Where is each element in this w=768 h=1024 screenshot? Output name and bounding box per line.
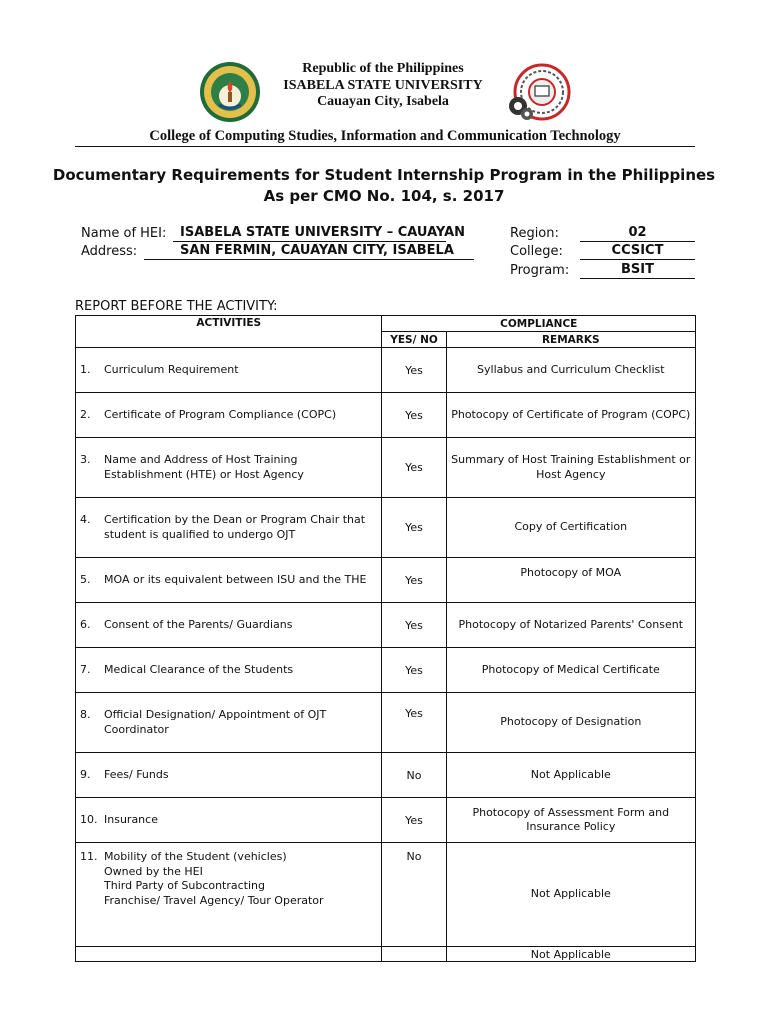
- row-number: 9.: [80, 767, 91, 781]
- document-title: [0, 165, 768, 207]
- row-remarks: Photocopy of Assessment Form and Insurance Policy: [446, 798, 695, 843]
- row-number: 1.: [80, 362, 91, 376]
- row-activity: Mobility of the Student (vehicles): [104, 850, 287, 863]
- university-seal-icon: [199, 61, 261, 123]
- college-value: CCSICT: [580, 243, 695, 260]
- table-row: [76, 843, 696, 947]
- row-number: 10.: [80, 812, 98, 826]
- table-row: [76, 393, 696, 438]
- row-activity: Certificate of Program Compliance (COPC): [104, 407, 337, 421]
- row-activity: Consent of the Parents/ Guardians: [104, 617, 293, 631]
- row-yesno: No: [382, 843, 446, 947]
- hei-label: Name of HEI:: [81, 226, 167, 241]
- university-heading: [260, 61, 506, 111]
- col-compliance: COMPLIANCE: [382, 316, 696, 332]
- row-number: 7.: [80, 662, 91, 676]
- row-activity: Certification by the Dean or Program Chair that student is qualified to undergo OJT: [104, 513, 366, 541]
- row-number: 11.: [80, 850, 98, 863]
- requirements-table: [75, 315, 696, 962]
- row-activity: Medical Clearance of the Students: [104, 662, 294, 676]
- row-activity: Insurance: [104, 812, 158, 826]
- row-number: 3.: [80, 453, 91, 466]
- university-city: Cauayan City, Isabela: [317, 94, 449, 109]
- hei-value: ISABELA STATE UNIVERSITY – CAUAYAN: [173, 225, 446, 242]
- university-name: ISABELA STATE UNIVERSITY: [283, 77, 483, 93]
- row-yesno: [382, 947, 446, 962]
- row-yesno: Yes: [382, 693, 446, 753]
- table-row: [76, 498, 696, 558]
- region-value: 02: [580, 225, 695, 242]
- row-number: 5.: [80, 572, 91, 586]
- row-sub-item: Third Party of Subcontracting: [104, 879, 266, 892]
- row-yesno: Yes: [382, 393, 446, 438]
- row-remarks: Copy of Certification: [446, 498, 695, 558]
- report-label: REPORT BEFORE THE ACTIVITY:: [75, 299, 278, 314]
- row-remarks: Photocopy of Designation: [446, 693, 695, 753]
- header-divider: [75, 146, 695, 147]
- address-label: Address:: [81, 244, 138, 259]
- document-header: [0, 0, 768, 150]
- row-yesno: Yes: [382, 648, 446, 693]
- table-row: [76, 558, 696, 603]
- row-activity: Curriculum Requirement: [104, 362, 239, 376]
- table-row: [76, 438, 696, 498]
- row-remarks: Not Applicable: [446, 947, 695, 962]
- row-yesno: Yes: [382, 558, 446, 603]
- row-activity: MOA or its equivalent between ISU and the THE: [104, 572, 367, 586]
- address-value: SAN FERMIN, CAUAYAN CITY, ISABELA: [144, 243, 474, 260]
- row-yesno: No: [382, 753, 446, 798]
- row-yesno: Yes: [382, 348, 446, 393]
- col-yesno: YES/ NO: [382, 332, 446, 348]
- row-yesno: Yes: [382, 798, 446, 843]
- row-activity: Official Designation/ Appointment of OJT Coordinator: [104, 708, 327, 736]
- row-number: 8.: [80, 708, 91, 721]
- row-yesno: Yes: [382, 498, 446, 558]
- row-remarks: Photocopy of Certificate of Program (COPC): [446, 393, 695, 438]
- region-label: Region:: [510, 226, 559, 241]
- table-row: [76, 348, 696, 393]
- row-number: 4.: [80, 513, 91, 526]
- row-remarks: Not Applicable: [446, 753, 695, 798]
- table-header-row: [76, 316, 696, 332]
- table-row: [76, 603, 696, 648]
- title-line-1: Documentary Requirements for Student Internship Program in the Philippines: [52, 166, 716, 184]
- republic-line: Republic of the Philippines: [302, 61, 464, 76]
- table-row: [76, 693, 696, 753]
- program-value: BSIT: [580, 262, 695, 279]
- row-sub-item: Franchise/ Travel Agency/ Tour Operator: [104, 893, 324, 907]
- col-activities: ACTIVITIES: [76, 316, 382, 348]
- row-remarks: Syllabus and Curriculum Checklist: [446, 348, 695, 393]
- col-remarks: REMARKS: [446, 332, 695, 348]
- table-row: [76, 798, 696, 843]
- row-yesno: Yes: [382, 603, 446, 648]
- row-remarks: Photocopy of MOA: [446, 558, 695, 603]
- title-line-2: As per CMO No. 104, s. 2017: [263, 187, 505, 205]
- college-name: College of Computing Studies, Information and Communication Technology: [149, 128, 621, 144]
- row-remarks: Summary of Host Training Establishment or Host Agency: [446, 438, 695, 498]
- table-row: [76, 947, 696, 962]
- row-activity: Fees/ Funds: [104, 767, 169, 781]
- college-logo-icon: [506, 62, 572, 124]
- row-remarks: Photocopy of Medical Certificate: [446, 648, 695, 693]
- row-number: 6.: [80, 617, 91, 631]
- table-row: [76, 648, 696, 693]
- program-label: Program:: [510, 263, 570, 278]
- row-number: 2.: [80, 407, 91, 421]
- table-row: [76, 753, 696, 798]
- college-label: College:: [510, 244, 563, 259]
- row-sub-item: Owned by the HEI: [104, 864, 203, 878]
- row-yesno: Yes: [382, 438, 446, 498]
- row-remarks: Photocopy of Notarized Parents' Consent: [446, 603, 695, 648]
- row-remarks: Not Applicable: [446, 843, 695, 947]
- row-activity: Name and Address of Host Training Establishment (HTE) or Host Agency: [104, 453, 304, 481]
